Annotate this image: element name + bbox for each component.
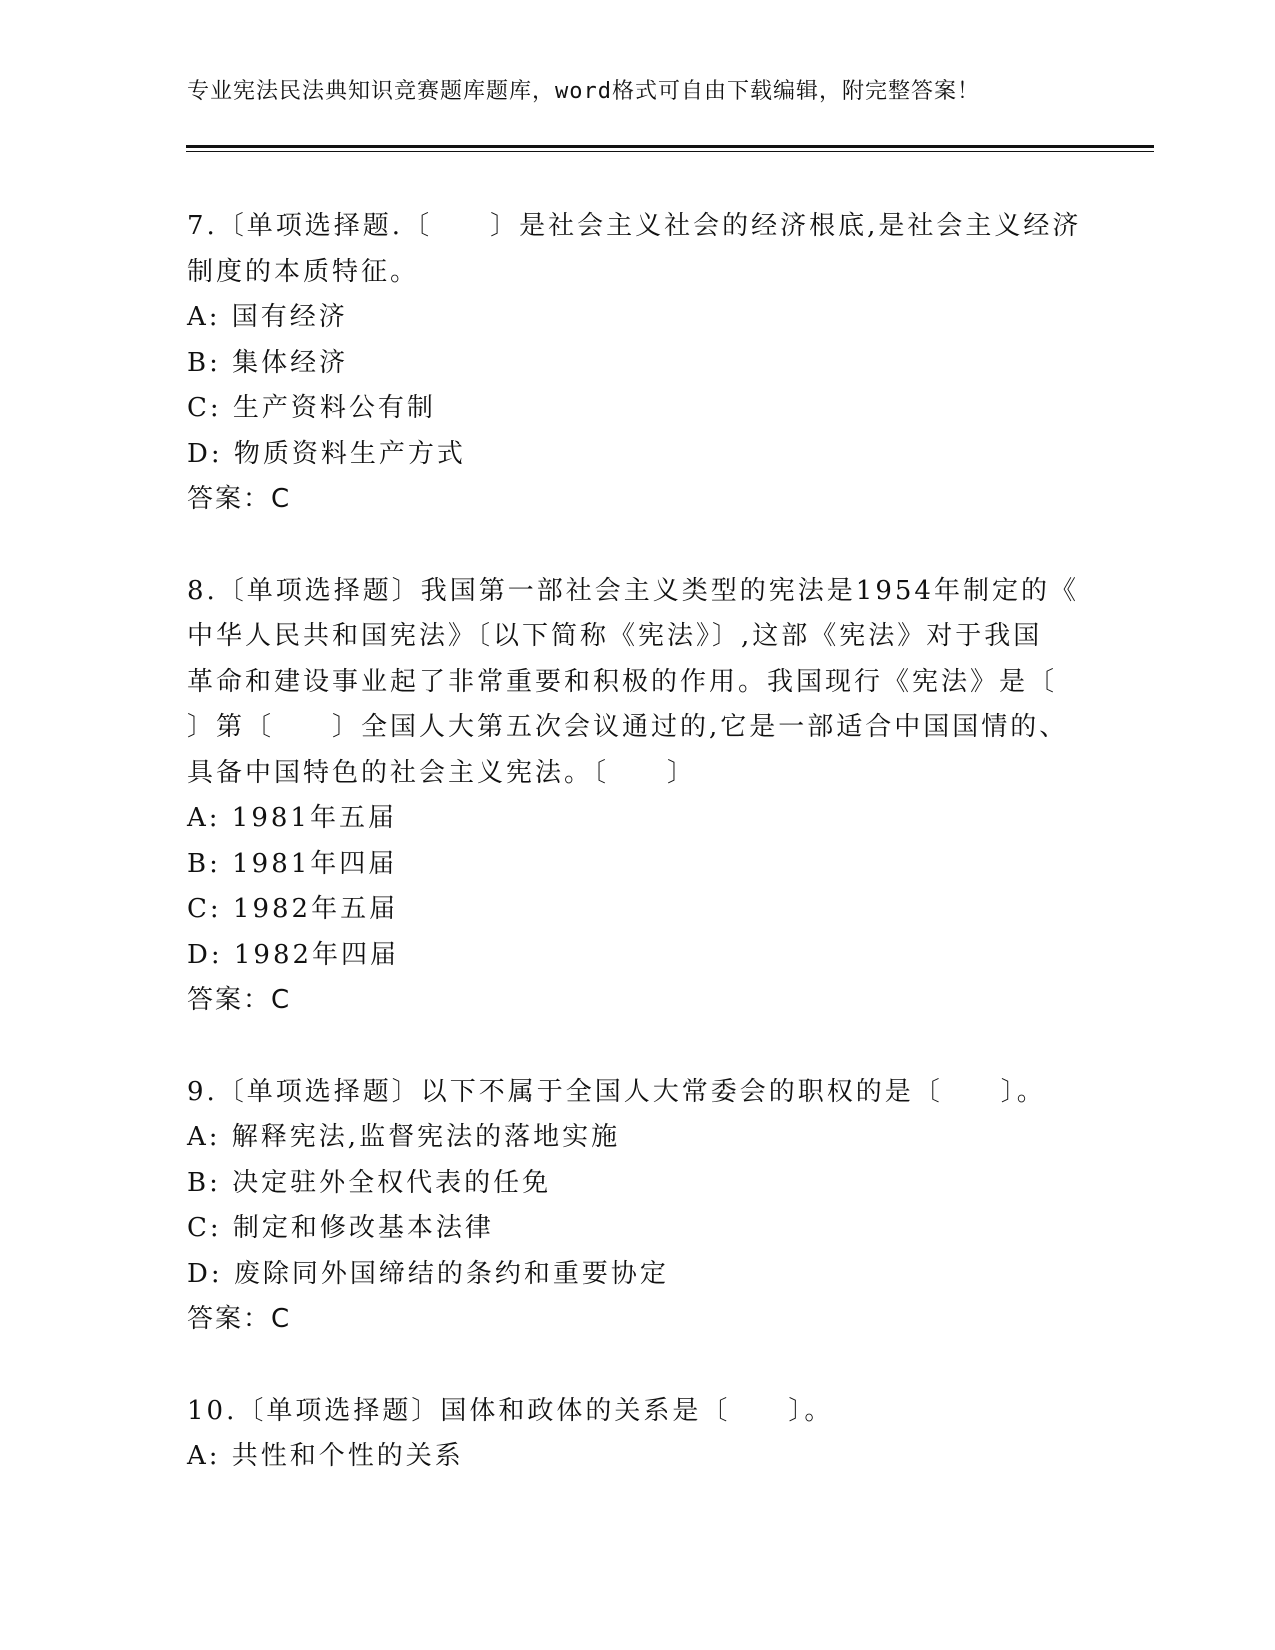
option-a: A: 解释宪法,监督宪法的落地实施 [187, 1122, 621, 1152]
option-d: D: 1982年四届 [187, 939, 400, 970]
option-a: A: 国有经济 [187, 302, 348, 332]
question-text: 10.〔单项选择题〕国体和政体的关系是〔 〕。 [187, 1395, 834, 1426]
option-d: D: 废除同外国缔结的条约和重要协定 [187, 1258, 669, 1289]
option-c: C: 制定和修改基本法律 [187, 1213, 494, 1243]
page-header: 专业宪法民法典知识竞赛题库题库，word格式可自由下载编辑，附完整答案！ [187, 79, 980, 104]
question-text: 9.〔单项选择题〕以下不属于全国人大常委会的职权的是〔 〕。 [187, 1076, 1046, 1107]
header-rule-thick [186, 145, 1154, 148]
header-rule-thin [186, 151, 1154, 152]
question-9 [187, 1070, 1087, 1343]
question-text: 8.〔单项选择题〕我国第一部社会主义类型的宪法是1954年制定的《 中华人民共和国宪法》〔以下简称《宪法》〕,这部《宪法》对于我国 革命和建设事业起了非常重要和积极的作用。我国现行《宪法》是〔 〕第〔 〕全国人大第五次会议通过的,它是一部适合中国国情的、 具备中国特色的社会主义宪法。〔 〕 [187, 575, 1079, 788]
option-a: A: 1981年五届 [187, 803, 397, 833]
answer: 答案：C [187, 1304, 292, 1334]
question-8 [187, 569, 1087, 1024]
option-c: C: 生产资料公有制 [187, 393, 436, 423]
option-d: D: 物质资料生产方式 [187, 438, 466, 469]
option-b: B: 集体经济 [187, 347, 349, 378]
question-7 [187, 204, 1087, 523]
answer: 答案：C [187, 985, 292, 1015]
option-b: B: 1981年四届 [187, 848, 398, 879]
question-text: 7.〔单项选择题.〔 〕是社会主义社会的经济根底,是社会主义经济 制度的本质特征。 [187, 211, 1082, 287]
option-a: A: 共性和个性的关系 [187, 1441, 464, 1471]
question-10 [187, 1389, 1087, 1480]
option-c: C: 1982年五届 [187, 894, 399, 924]
question-list [187, 204, 1087, 1526]
answer: 答案：C [187, 484, 292, 514]
option-b: B: 决定驻外全权代表的任免 [187, 1167, 552, 1198]
